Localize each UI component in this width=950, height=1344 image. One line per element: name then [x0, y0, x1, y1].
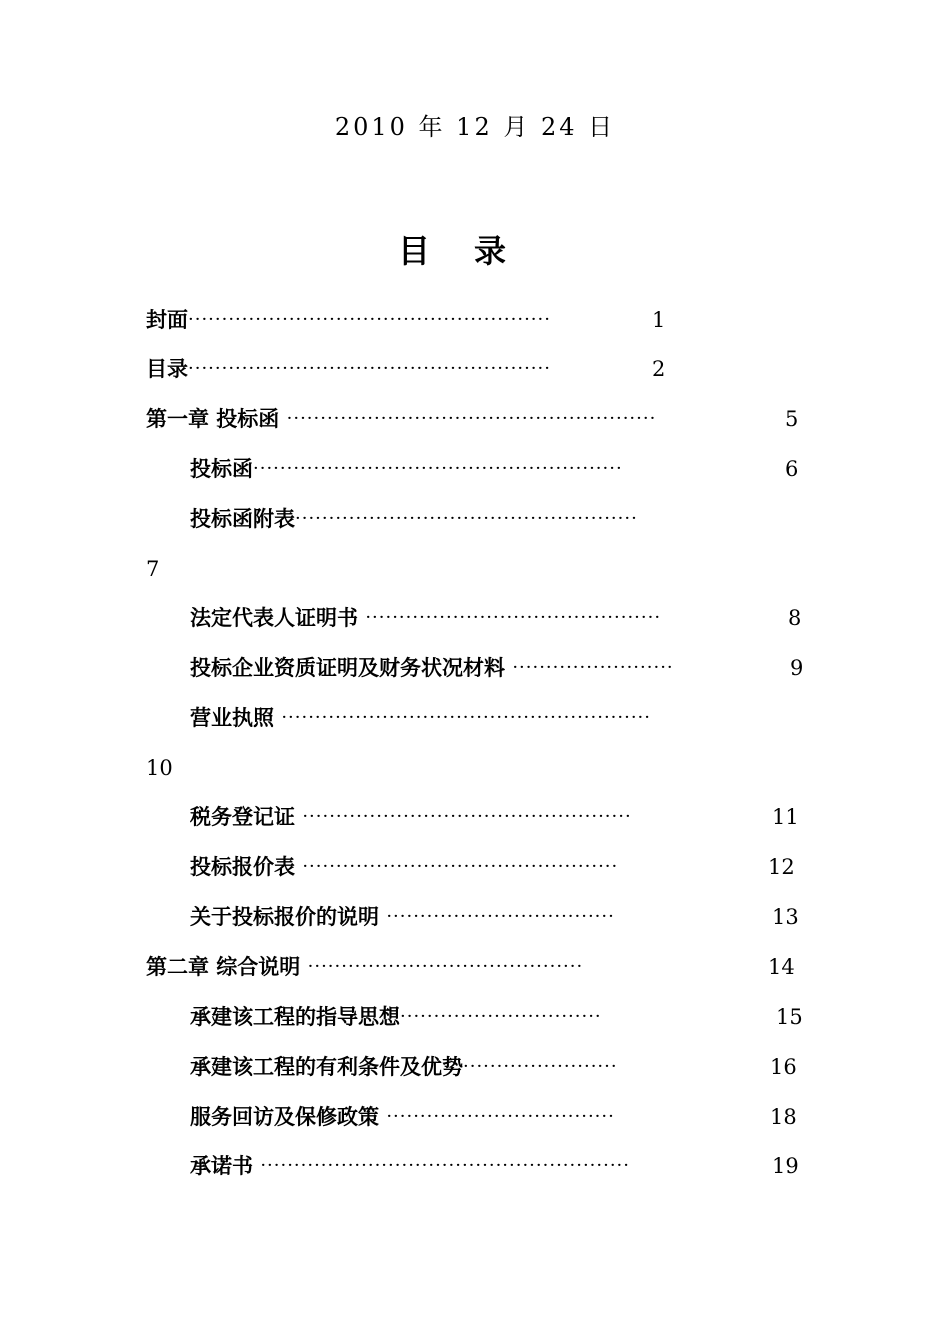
toc-leader-dots: ··················································· [295, 508, 638, 529]
toc-page-number: 18 [770, 1105, 797, 1129]
toc-leader-dots: ························ [512, 657, 674, 678]
toc-entry-label: 封面 [146, 307, 188, 332]
toc-page-number: 7 [146, 557, 160, 581]
toc-entry-guiding-ideas[interactable] [190, 1003, 736, 1031]
toc-entry-contents[interactable] [146, 355, 666, 383]
toc-page-number: 1 [652, 308, 666, 332]
toc-entry-service-warranty[interactable] [190, 1103, 746, 1131]
toc-page-number: 5 [785, 407, 799, 431]
toc-leader-dots: ·································· [386, 1106, 615, 1127]
toc-entry-bid-price-table[interactable] [190, 853, 730, 881]
toc-leader-dots: ······························ [400, 1006, 602, 1027]
toc-leader-dots: ··············································· [302, 856, 619, 877]
toc-entry-bid-letter-appendix[interactable] [190, 505, 770, 533]
toc-entry-label: 服务回访及保修政策 [190, 1104, 387, 1129]
toc-page-number: 9 [790, 656, 804, 680]
toc-entry-label: 承诺书 [190, 1153, 261, 1178]
toc-entry-qualification-financial[interactable] [190, 654, 766, 682]
toc-entry-label: 承建该工程的指导思想 [190, 1004, 400, 1029]
toc-entry-label: 投标函 [190, 456, 253, 481]
toc-leader-dots: ············································ [365, 607, 662, 628]
toc-page-number: 10 [146, 756, 173, 780]
toc-entry-label: 承建该工程的有利条件及优势 [190, 1054, 463, 1079]
toc-leader-dots: ······················································· [281, 707, 652, 728]
toc-leader-dots: ·································· [386, 906, 615, 927]
toc-entry-commitment-letter[interactable] [190, 1152, 746, 1180]
toc-entry-label: 第二章 综合说明 [146, 954, 308, 979]
toc-entry-label: 目录 [146, 356, 188, 381]
toc-entry-advantages[interactable] [190, 1053, 730, 1081]
toc-page-number: 16 [770, 1055, 797, 1079]
toc-leader-dots: ······················································· [253, 458, 623, 479]
toc-page-number: 15 [776, 1005, 803, 1029]
toc-entry-label: 第一章 投标函 [146, 406, 287, 431]
toc-entry-bid-price-notes[interactable] [190, 903, 746, 931]
toc-page-number: 13 [772, 905, 799, 929]
toc-page-number: 11 [772, 805, 799, 829]
toc-leader-dots: ········································· [307, 956, 584, 977]
toc-entry-chapter-2[interactable] [146, 953, 730, 981]
toc-entry-business-license[interactable] [190, 704, 758, 732]
toc-leader-dots: ······················································· [286, 408, 657, 429]
toc-leader-dots: ················································· [302, 806, 632, 827]
toc-page-number: 19 [772, 1154, 799, 1178]
toc-leader-dots: ······················· [463, 1056, 618, 1077]
toc-entry-label: 法定代表人证明书 [190, 605, 366, 630]
toc-page-number: 8 [788, 606, 802, 630]
toc-leader-dots: ······················································ [188, 309, 551, 330]
toc-entry-label: 关于投标报价的说明 [190, 904, 387, 929]
toc-page-number: 14 [768, 955, 795, 979]
toc-entry-label: 营业执照 [190, 705, 282, 730]
page-title: 目录 [398, 232, 551, 270]
toc-entry-cover[interactable] [146, 306, 666, 334]
toc-page-number: 12 [768, 855, 795, 879]
toc-entry-bid-letter[interactable] [190, 455, 774, 483]
toc-entry-label: 投标报价表 [190, 854, 303, 879]
toc-entry-legal-rep-certificate[interactable] [190, 604, 780, 632]
toc-page-number: 6 [785, 457, 799, 481]
toc-leader-dots: ······················································· [260, 1155, 631, 1176]
toc-entry-tax-registration[interactable] [190, 803, 758, 831]
toc-entry-label: 投标企业资质证明及财务状况材料 [190, 655, 513, 680]
toc-entry-label: 税务登记证 [190, 804, 303, 829]
document-date: 2010 年 12 月 24 日 [334, 113, 616, 141]
toc-entry-chapter-1[interactable] [146, 405, 774, 433]
toc-page-number: 2 [652, 357, 666, 381]
toc-entry-label: 投标函附表 [190, 506, 295, 531]
toc-leader-dots: ······················································ [188, 358, 551, 379]
